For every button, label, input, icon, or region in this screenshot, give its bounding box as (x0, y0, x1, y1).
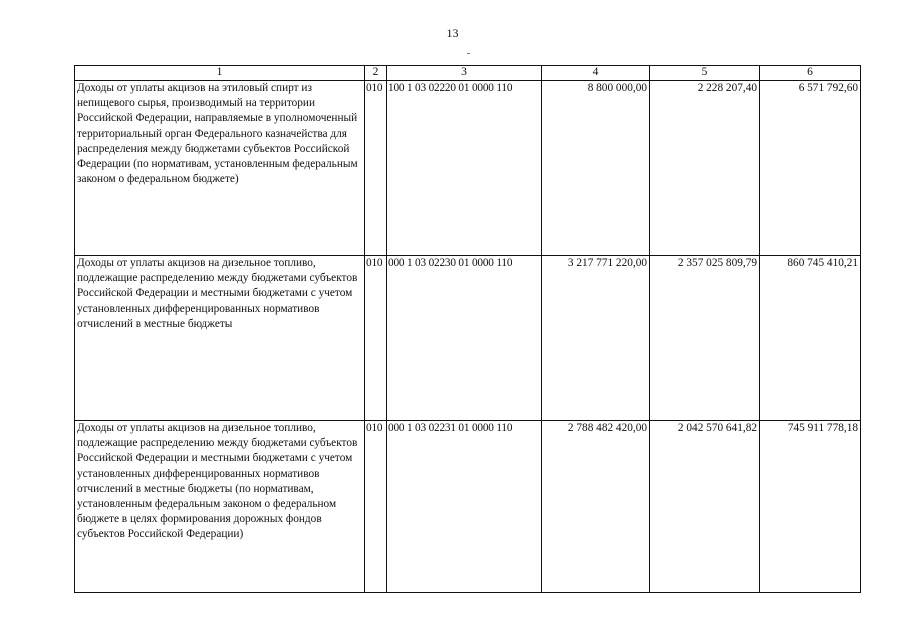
header-col-4: 4 (542, 66, 650, 81)
admin-code-cell: 010 (365, 81, 387, 256)
page-number: 13 (446, 26, 459, 40)
header-col-6: 6 (760, 66, 861, 81)
header-col-3: 3 (387, 66, 542, 81)
table-row (75, 256, 861, 421)
income-name-cell: Доходы от уплаты акцизов на этиловый спирт из непищевого сырья, производимый на территории Российской Федерации, направляемые в уполномоченный территориальный орган Федерального казначейства для распределения между бюджетами субъектов Российской Федерации (по нормативам, установленным федеральным законом о федеральном бюджете) (75, 81, 365, 256)
scan-speck (467, 53, 470, 54)
table-row (75, 81, 861, 256)
amount-col5-cell: 2 228 207,40 (650, 81, 760, 256)
header-col-5: 5 (650, 66, 760, 81)
header-col-1: 1 (75, 66, 365, 81)
amount-col4-cell: 2 788 482 420,00 (542, 421, 650, 593)
budget-classification-code-cell: 000 1 03 02230 01 0000 110 (387, 256, 542, 421)
income-name-cell: Доходы от уплаты акцизов на дизельное топливо, подлежащие распределению между бюджетами субъектов Российской Федерации и местными бюджетами с учетом установленных дифференцированных нормативов отчислений в местные бюджеты (75, 256, 365, 421)
amount-col6-cell: 860 745 410,21 (760, 256, 861, 421)
amount-col6-cell: 6 571 792,60 (760, 81, 861, 256)
admin-code-cell: 010 (365, 256, 387, 421)
income-name-cell: Доходы от уплаты акцизов на дизельное топливо, подлежащие распределению между бюджетами субъектов Российской Федерации и местными бюджетами с учетом установленных дифференцированных нормативов отчислений в местные бюджеты (по нормативам, установленным федеральным законом о федеральном бюджете в целях формирования дорожных фондов субъектов Российской Федерации) (75, 421, 365, 593)
amount-col6-cell: 745 911 778,18 (760, 421, 861, 593)
amount-col5-cell: 2 357 025 809,79 (650, 256, 760, 421)
amount-col4-cell: 8 800 000,00 (542, 81, 650, 256)
table-row (75, 421, 861, 593)
amount-col4-cell: 3 217 771 220,00 (542, 256, 650, 421)
header-row (75, 66, 861, 81)
admin-code-cell: 010 (365, 421, 387, 593)
amount-col5-cell: 2 042 570 641,82 (650, 421, 760, 593)
budget-classification-code-cell: 100 1 03 02220 01 0000 110 (387, 81, 542, 256)
budget-classification-code-cell: 000 1 03 02231 01 0000 110 (387, 421, 542, 593)
header-col-2: 2 (365, 66, 387, 81)
budget-table (74, 65, 861, 593)
